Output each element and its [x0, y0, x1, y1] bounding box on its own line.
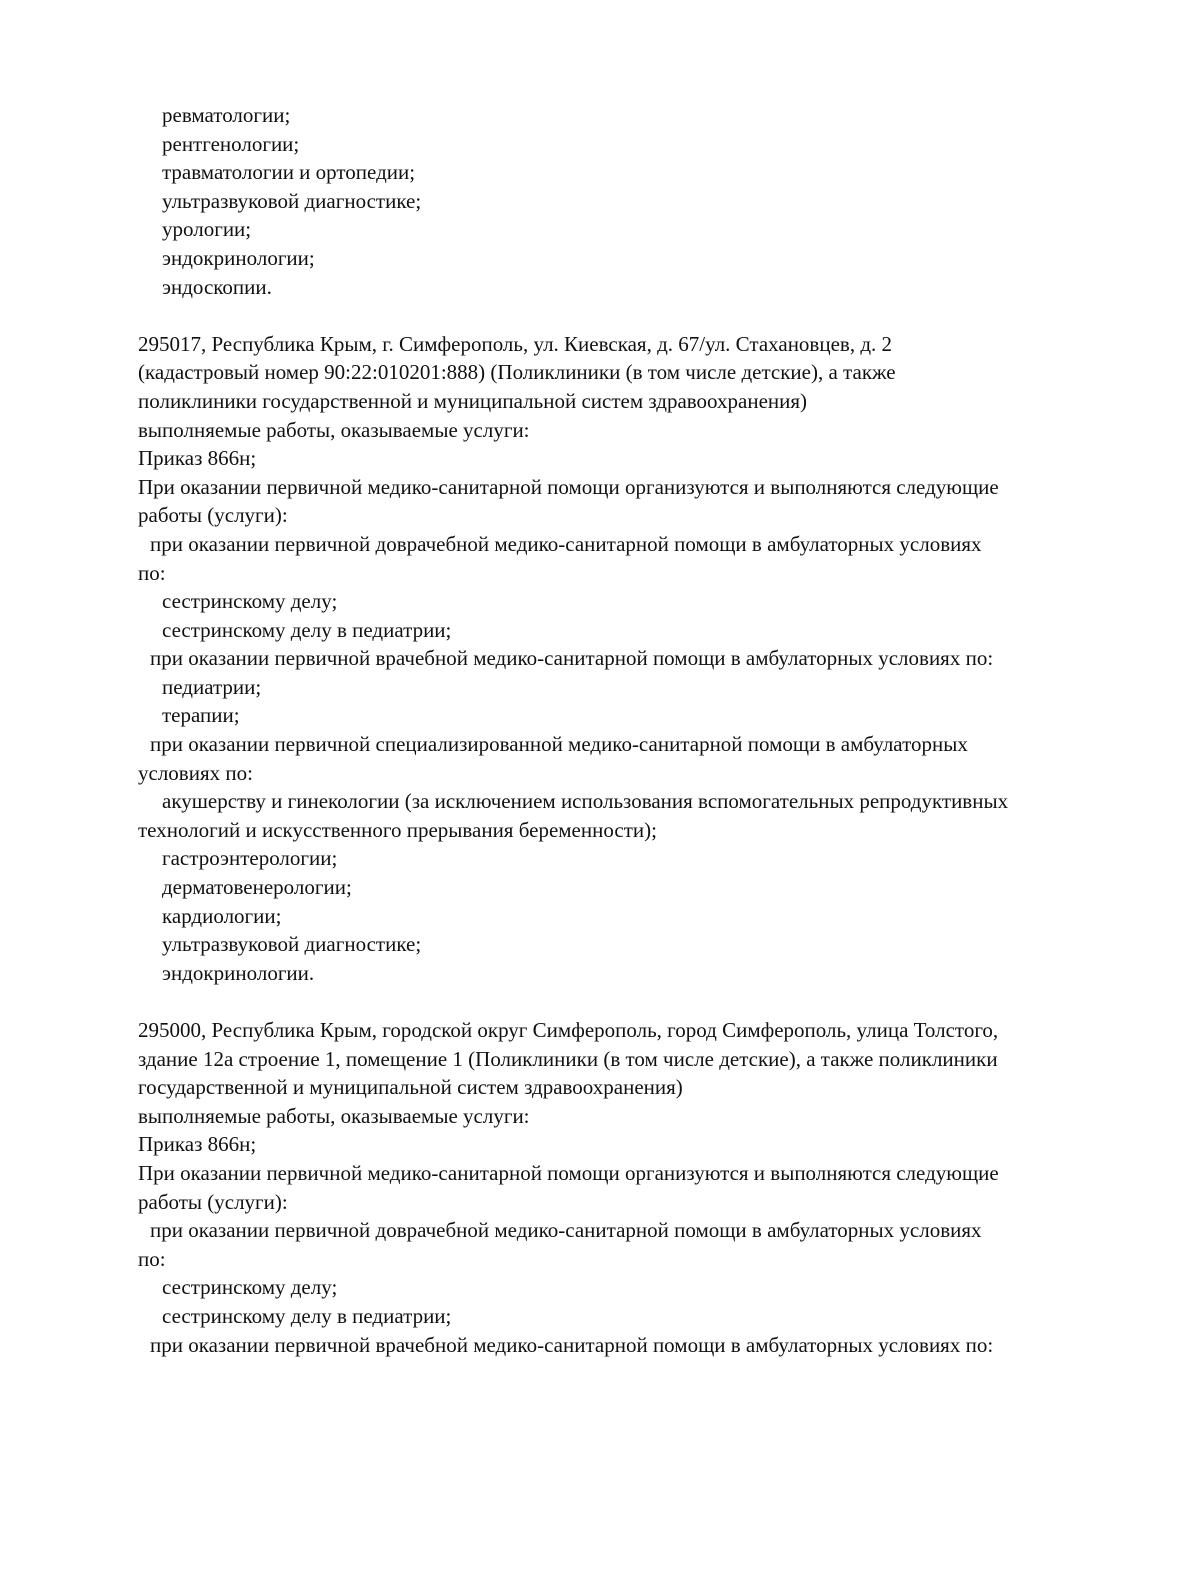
- list-item: терапии;: [162, 703, 240, 728]
- list-item: сестринскому делу в педиатрии;: [162, 617, 452, 642]
- paragraph-line: здание 12а строение 1, помещение 1 (Поликлиники (в том числе детские), а также поликлиники: [138, 1046, 998, 1071]
- paragraph-line: 295000, Республика Крым, городской округ Симферополь, город Симферополь, улица Толстого,: [138, 1018, 999, 1042]
- paragraph-line: условиях по:: [138, 760, 253, 785]
- list-item: гастроэнтерологии;: [162, 846, 338, 871]
- paragraph-line: При оказании первичной медико-санитарной помощи организуются и выполняются следующие: [138, 1160, 999, 1185]
- list-item: сестринскому делу в педиатрии;: [162, 1303, 452, 1328]
- paragraph-line: выполняемые работы, оказываемые услуги:: [138, 417, 530, 442]
- subheading-line: при оказании первичной доврачебной медико-санитарной помощи в амбулаторных условиях: [150, 1218, 982, 1243]
- list-item: травматологии и ортопедии;: [162, 160, 416, 185]
- paragraph-line: (кадастровый номер 90:22:010201:888) (Поликлиники (в том числе детские), а также: [138, 360, 896, 385]
- paragraph-line: по:: [138, 560, 166, 585]
- paragraph-line: технологий и искусственного прерывания беременности);: [138, 817, 657, 842]
- list-item: эндоскопии.: [162, 274, 272, 299]
- document-page: [138, 101, 1138, 1359]
- list-item: ультразвуковой диагностике;: [162, 932, 422, 957]
- subheading-line: при оказании первичной доврачебной медико-санитарной помощи в амбулаторных условиях: [150, 531, 982, 556]
- paragraph-line: При оказании первичной медико-санитарной помощи организуются и выполняются следующие: [138, 474, 999, 499]
- list-item: дерматовенерологии;: [162, 875, 352, 900]
- list-item: урологии;: [162, 217, 252, 242]
- subheading-line: при оказании первичной врачебной медико-санитарной помощи в амбулаторных условиях по:: [150, 646, 994, 671]
- list-item: эндокринологии.: [162, 960, 315, 985]
- paragraph-line: по:: [138, 1246, 166, 1271]
- list-item: ультразвуковой диагностике;: [162, 188, 422, 213]
- paragraph-line: 295017, Республика Крым, г. Симферополь, ул. Киевская, д. 67/ул. Стахановцев, д. 2: [138, 331, 893, 356]
- list-item: акушерству и гинекологии (за исключением использования вспомогательных репродуктивных: [162, 789, 1009, 814]
- list-item: ревматологии;: [162, 103, 291, 127]
- paragraph-line: поликлиники государственной и муниципальной систем здравоохранения): [138, 388, 808, 413]
- paragraph-line: работы (услуги):: [138, 503, 288, 528]
- paragraph-line: выполняемые работы, оказываемые услуги:: [138, 1103, 530, 1128]
- list-continuation: [138, 101, 1138, 301]
- address-section: [138, 1016, 1138, 1359]
- subheading-line: при оказании первичной специализированной медико-санитарной помощи в амбулаторных: [150, 732, 968, 757]
- paragraph-line: Приказ 866н;: [138, 446, 257, 471]
- subheading-line: при оказании первичной врачебной медико-санитарной помощи в амбулаторных условиях по:: [150, 1332, 994, 1357]
- paragraph-line: работы (услуги):: [138, 1189, 288, 1214]
- paragraph-line: Приказ 866н;: [138, 1132, 257, 1157]
- list-item: рентгенологии;: [162, 131, 300, 156]
- address-section: [138, 330, 1138, 988]
- list-item: сестринскому делу;: [162, 1275, 338, 1300]
- list-item: эндокринологии;: [162, 245, 315, 270]
- list-item: педиатрии;: [162, 674, 262, 699]
- section-spacer: [138, 987, 1138, 1016]
- list-item: сестринскому делу;: [162, 589, 338, 614]
- section-spacer: [138, 301, 1138, 330]
- paragraph-line: государственной и муниципальной систем здравоохранения): [138, 1075, 683, 1100]
- list-item: кардиологии;: [162, 903, 282, 928]
